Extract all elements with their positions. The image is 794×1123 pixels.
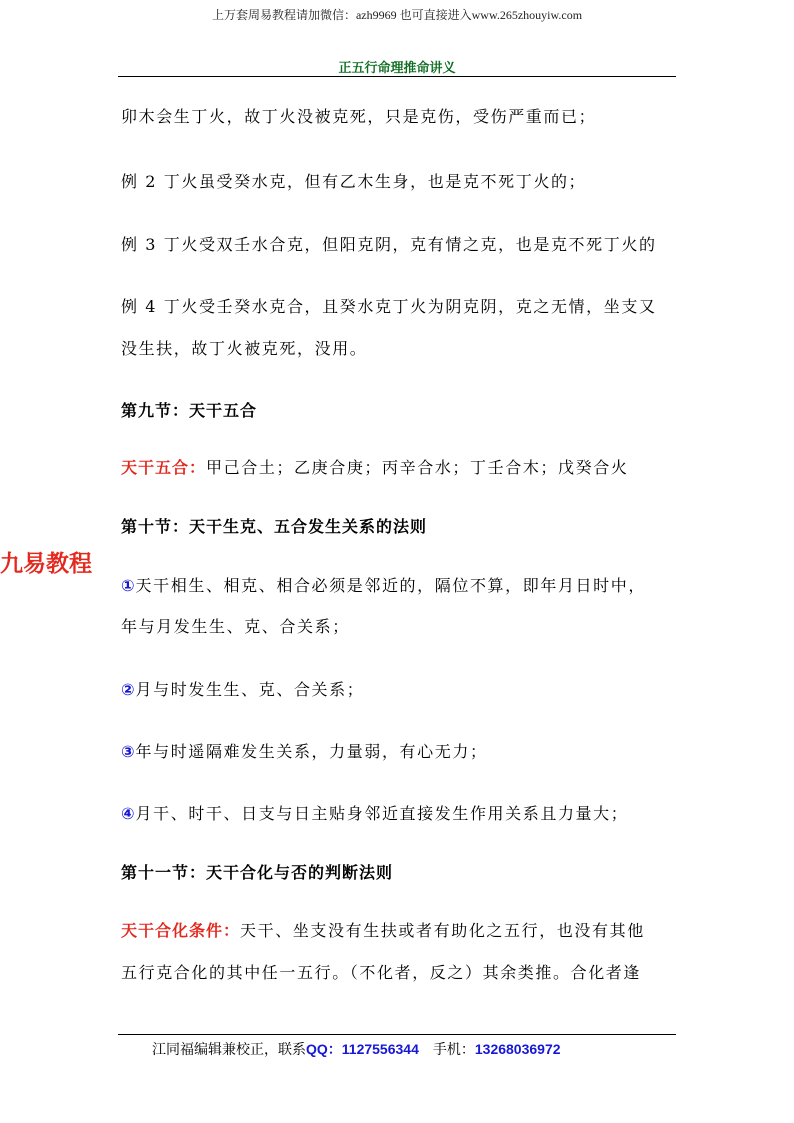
conditions-label: 天干合化条件： — [121, 921, 241, 940]
rule-2-number: ② — [121, 680, 135, 699]
page-header-title: 正五行命理推命讲义 — [338, 61, 456, 76]
rule-4 — [121, 801, 628, 824]
footer-prefix: 江同福编辑兼校正，联系 — [152, 1043, 306, 1058]
conditions-text: 天干、坐支没有生扶或者有助化之五行，也没有其他 — [240, 921, 645, 940]
footer-qq: QQ：1127556344 — [306, 1041, 419, 1057]
five-combos-label: 天干五合： — [121, 458, 207, 477]
example-4: 例 4 丁火受壬癸水克合，且癸水克丁火为阴克阴，克之无情，坐支又 — [121, 297, 657, 316]
header-divider — [118, 76, 676, 77]
rule-1-number: ① — [121, 576, 135, 595]
page-footer — [152, 1039, 561, 1059]
rule-2 — [121, 677, 364, 700]
example-4-cont: 没生扶，故丁火被克死，没用。 — [121, 339, 368, 358]
rule-1 — [121, 573, 646, 596]
rule-3-text: 年与时遥隔难发生关系，力量弱，有心无力； — [135, 742, 488, 761]
footer-phone-label: 手机： — [432, 1043, 475, 1058]
top-notice: 上万套周易教程请加微信：azh9969 也可直接进入www.265zhouyiw.com — [211, 8, 583, 22]
five-combos-text: 甲己合土；乙庚合庚；丙辛合水；丁壬合木；戊癸合火 — [206, 458, 629, 477]
five-combos-line — [121, 455, 628, 478]
conditions-cont: 五行克合化的其中任一五行。（不化者，反之）其余类推。合化者逢 — [121, 963, 642, 982]
rule-4-number: ④ — [121, 804, 135, 823]
rule-1-cont: 年与月发生生、克、合关系； — [121, 617, 350, 636]
rule-1-text: 天干相生、相克、相合必须是邻近的，隔位不算，即年月日时中， — [135, 576, 646, 595]
rule-4-text: 月干、时干、日支与日主贴身邻近直接发生作用关系且力量大； — [135, 804, 629, 823]
footer-phone: 13268036972 — [474, 1041, 561, 1057]
section-10-heading: 第十节：天干生克、五合发生关系的法则 — [121, 517, 428, 536]
example-2: 例 2 丁火虽受癸水克，但有乙木生身，也是克不死丁火的； — [121, 172, 587, 191]
side-watermark: 九易教程 — [0, 551, 92, 577]
example-3: 例 3 丁火受双壬水合克，但阳克阴，克有情之克，也是克不死丁火的 — [121, 235, 657, 254]
rule-3 — [121, 739, 488, 762]
footer-divider — [118, 1034, 676, 1035]
rule-2-text: 月与时发生生、克、合关系； — [135, 680, 365, 699]
conditions-line — [121, 918, 645, 941]
rule-3-number: ③ — [121, 742, 135, 761]
section-11-heading: 第十一节：天干合化与否的判断法则 — [121, 863, 394, 882]
section-9-heading: 第九节：天干五合 — [121, 401, 258, 420]
text-line: 卯木会生丁火，故丁火没被克死，只是克伤，受伤严重而已； — [121, 107, 597, 126]
